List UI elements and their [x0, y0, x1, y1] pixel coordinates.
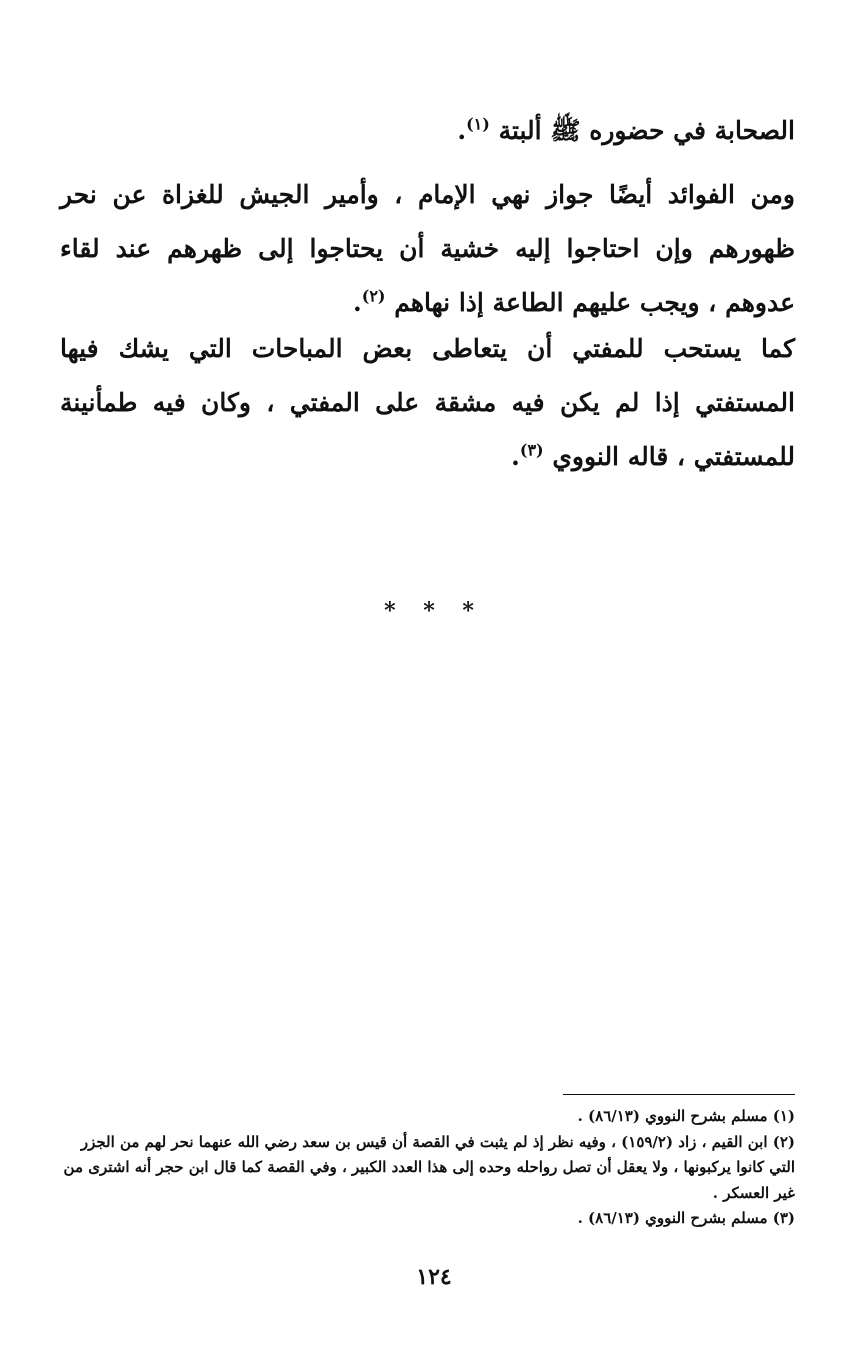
paragraph-2	[60, 168, 795, 330]
paragraph-2-text: ومن الفوائد أيضًا جواز نهي الإمام ، وأمير الجيش للغزاة عن نحر ظهورهم وإن احتاجوا إليه خشية أن يحتاجوا إلى ظهرهم عند لقاء عدوهم ، ويجب عليهم الطاعة إذا نهاهم	[60, 180, 795, 317]
footnotes	[60, 1104, 795, 1232]
paragraph-3	[60, 322, 795, 484]
paragraph-3-end: .	[511, 442, 520, 471]
paragraph-1-text: الصحابة في حضوره ﷺ ألبتة	[498, 116, 795, 145]
paragraph-2-end: .	[353, 288, 362, 317]
footnote-ref-3[interactable]: (٣)	[519, 440, 544, 460]
footnote-ref-2[interactable]: (٢)	[361, 286, 386, 306]
footnote-ref-1[interactable]: (١)	[466, 114, 490, 134]
paragraph-3-text: كما يستحب للمفتي أن يتعاطى بعض المباحات التي يشك فيها المستفتي إذا لم يكن فيه مشقة على المفتي ، وكان فيه طمأنينة للمستفتي ، قاله النووي	[60, 334, 795, 471]
footnote-2: (٢) ابن القيم ، زاد (١٥٩/٢) ، وفيه نظر إذ لم يثبت في القصة أن قيس بن سعد رضي الله عنهما نحر لهم من الجزر التي كانوا يركبونها ، ولا يعقل أن تصل رواحله وحده إلى هذا العدد الكبير ، وفي القصة كما قال ابن حجر أنه اشترى من غير العسكر .	[63, 1132, 795, 1202]
section-separator: * * *	[384, 598, 484, 624]
footnote-divider	[563, 1094, 795, 1095]
footnote-3: (٣) مسلم بشرح النووي (٨٦/١٣) .	[577, 1209, 795, 1227]
paragraph-1-end: .	[457, 116, 467, 145]
page-number: ١٢٤	[416, 1264, 452, 1290]
paragraph-1	[60, 104, 795, 158]
footnote-1: (١) مسلم بشرح النووي (٨٦/١٣) .	[577, 1107, 795, 1125]
